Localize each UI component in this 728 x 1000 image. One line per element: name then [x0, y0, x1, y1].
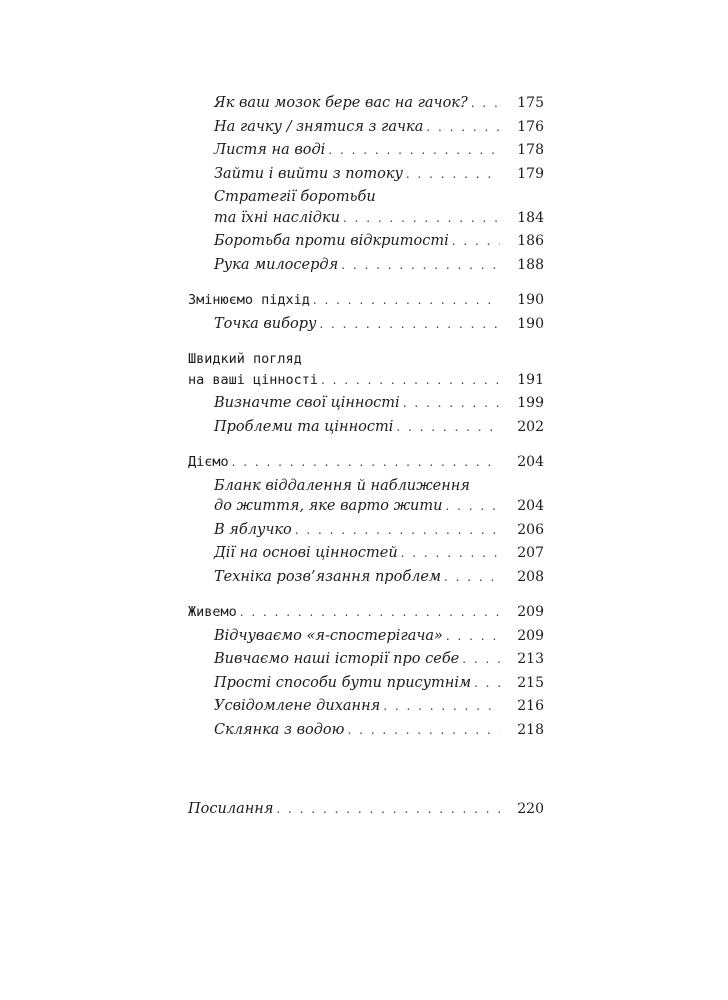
- toc-entry-page: 175: [517, 95, 544, 111]
- section-gap: [188, 589, 544, 601]
- toc-entry-page: 190: [517, 292, 544, 308]
- toc-entry-page: 186: [517, 233, 544, 249]
- toc-entry-page: 220: [517, 801, 544, 817]
- dot-leader: [341, 254, 500, 278]
- toc-entry[interactable]: [188, 92, 544, 116]
- toc-entry-title: до життя, яке варто жити: [214, 498, 443, 514]
- toc-section-title: Змінюємо підхід: [188, 292, 310, 308]
- toc-entry-title: Склянка з водою: [214, 721, 345, 738]
- toc-entry-page: 176: [517, 118, 544, 135]
- toc-entry[interactable]: [188, 695, 544, 719]
- dot-leader: [452, 230, 500, 254]
- toc-entry-page: 218: [517, 721, 544, 738]
- dot-leader: [471, 92, 500, 116]
- dot-leader: [321, 369, 500, 393]
- table-of-contents: [188, 92, 544, 822]
- dot-leader: [401, 542, 500, 566]
- toc-references-entry[interactable]: [188, 798, 544, 822]
- dot-leader: [426, 116, 500, 140]
- toc-entry-title: Рука милосердя: [214, 256, 339, 273]
- dot-leader: [462, 648, 500, 672]
- dot-leader: [403, 392, 500, 416]
- toc-section-entry[interactable]: [188, 451, 544, 475]
- toc-entry[interactable]: [188, 230, 544, 254]
- toc-entry[interactable]: [188, 163, 544, 187]
- toc-entry[interactable]: [188, 566, 544, 590]
- toc-entry-page: 206: [517, 521, 544, 538]
- toc-entry-title: Відчуваємо «я-спостерігача»: [214, 627, 443, 644]
- toc-section-title-line1: Швидкий погляд: [188, 351, 302, 367]
- toc-entry[interactable]: [188, 116, 544, 140]
- toc-entry-page: 204: [517, 498, 544, 514]
- dot-leader: [295, 519, 500, 543]
- toc-entry-page: 204: [517, 454, 544, 470]
- toc-entry-title: Усвідомлене дихання: [214, 698, 381, 714]
- toc-entry-title: Листя на воді: [214, 142, 326, 158]
- dot-leader: [445, 495, 500, 519]
- toc-entry[interactable]: [188, 139, 544, 163]
- toc-entry-page: 216: [517, 698, 544, 714]
- dot-leader: [240, 601, 500, 625]
- toc-entry-title: В яблучко: [214, 521, 292, 538]
- toc-entry[interactable]: [188, 519, 544, 543]
- dot-leader: [276, 798, 500, 822]
- toc-entry[interactable]: [188, 254, 544, 278]
- section-gap: [188, 336, 544, 348]
- toc-entry-page: 184: [517, 209, 544, 226]
- dot-leader: [328, 139, 500, 163]
- section-gap: [188, 439, 544, 451]
- toc-entry-page: 209: [517, 627, 544, 644]
- toc-entry-page: 202: [517, 418, 544, 435]
- toc-entry-title: Визначте свої цінності: [214, 395, 400, 411]
- dot-leader: [232, 451, 500, 475]
- toc-section-entry[interactable]: [188, 348, 544, 392]
- dot-leader: [319, 313, 500, 337]
- toc-entry-page: 208: [517, 568, 544, 585]
- toc-entry-title-line1: Бланк віддалення й наближення: [214, 477, 470, 494]
- dot-leader: [343, 207, 500, 231]
- toc-section-title: Живемо: [188, 604, 237, 620]
- toc-entry-page: 209: [517, 604, 544, 620]
- toc-entry-page: 199: [517, 395, 544, 411]
- dot-leader: [444, 566, 500, 590]
- toc-references-title: Посилання: [188, 801, 274, 817]
- toc-entry[interactable]: [188, 672, 544, 696]
- toc-entry-title: Прості способи бути присутнім: [214, 674, 472, 691]
- toc-entry-page: 179: [517, 165, 544, 182]
- toc-entry-page: 191: [517, 371, 544, 388]
- dot-leader: [313, 289, 500, 313]
- toc-entry[interactable]: [188, 648, 544, 672]
- toc-entry-page: 215: [517, 674, 544, 691]
- toc-entry-title: Проблеми та цінності: [214, 418, 394, 435]
- toc-section-entry[interactable]: [188, 601, 544, 625]
- toc-entry[interactable]: [188, 313, 544, 337]
- section-gap: [188, 742, 544, 798]
- toc-entry-page: 188: [517, 256, 544, 273]
- toc-entry-title: Зайти і вийти з потоку: [214, 165, 403, 182]
- toc-section-title: Діємо: [188, 454, 229, 470]
- dot-leader: [396, 416, 500, 440]
- toc-entry[interactable]: [188, 416, 544, 440]
- toc-entry-title: Вивчаємо наші історії про себе: [214, 651, 460, 667]
- toc-entry-page: 207: [517, 545, 544, 561]
- toc-entry-title: та їхні наслідки: [214, 209, 340, 226]
- section-gap: [188, 277, 544, 289]
- toc-entry-title-line1: Стратегії боротьби: [214, 189, 376, 205]
- toc-entry-title: Боротьба проти відкритості: [214, 233, 449, 249]
- toc-section-entry[interactable]: [188, 289, 544, 313]
- toc-entry-title: Точка вибору: [214, 315, 317, 332]
- dot-leader: [474, 672, 500, 696]
- toc-entry[interactable]: [188, 392, 544, 416]
- toc-entry[interactable]: [188, 475, 544, 519]
- toc-entry-title: Як ваш мозок бере вас на гачок?: [214, 95, 468, 111]
- dot-leader: [446, 625, 500, 649]
- dot-leader: [347, 719, 500, 743]
- toc-entry-title: На гачку / знятися з гачка: [214, 118, 424, 135]
- toc-entry[interactable]: [188, 625, 544, 649]
- toc-entry-page: 213: [517, 651, 544, 667]
- toc-entry[interactable]: [188, 719, 544, 743]
- toc-entry-page: 190: [517, 315, 544, 332]
- toc-entry-title: Дії на основі цінностей: [214, 545, 398, 561]
- toc-entry[interactable]: [188, 542, 544, 566]
- dot-leader: [383, 695, 500, 719]
- dot-leader: [406, 163, 500, 187]
- toc-section-title: на ваші цінності: [188, 371, 319, 388]
- toc-entry[interactable]: [188, 186, 544, 230]
- toc-entry-title: Техніка розв’язання проблем: [214, 568, 442, 585]
- toc-entry-page: 178: [517, 142, 544, 158]
